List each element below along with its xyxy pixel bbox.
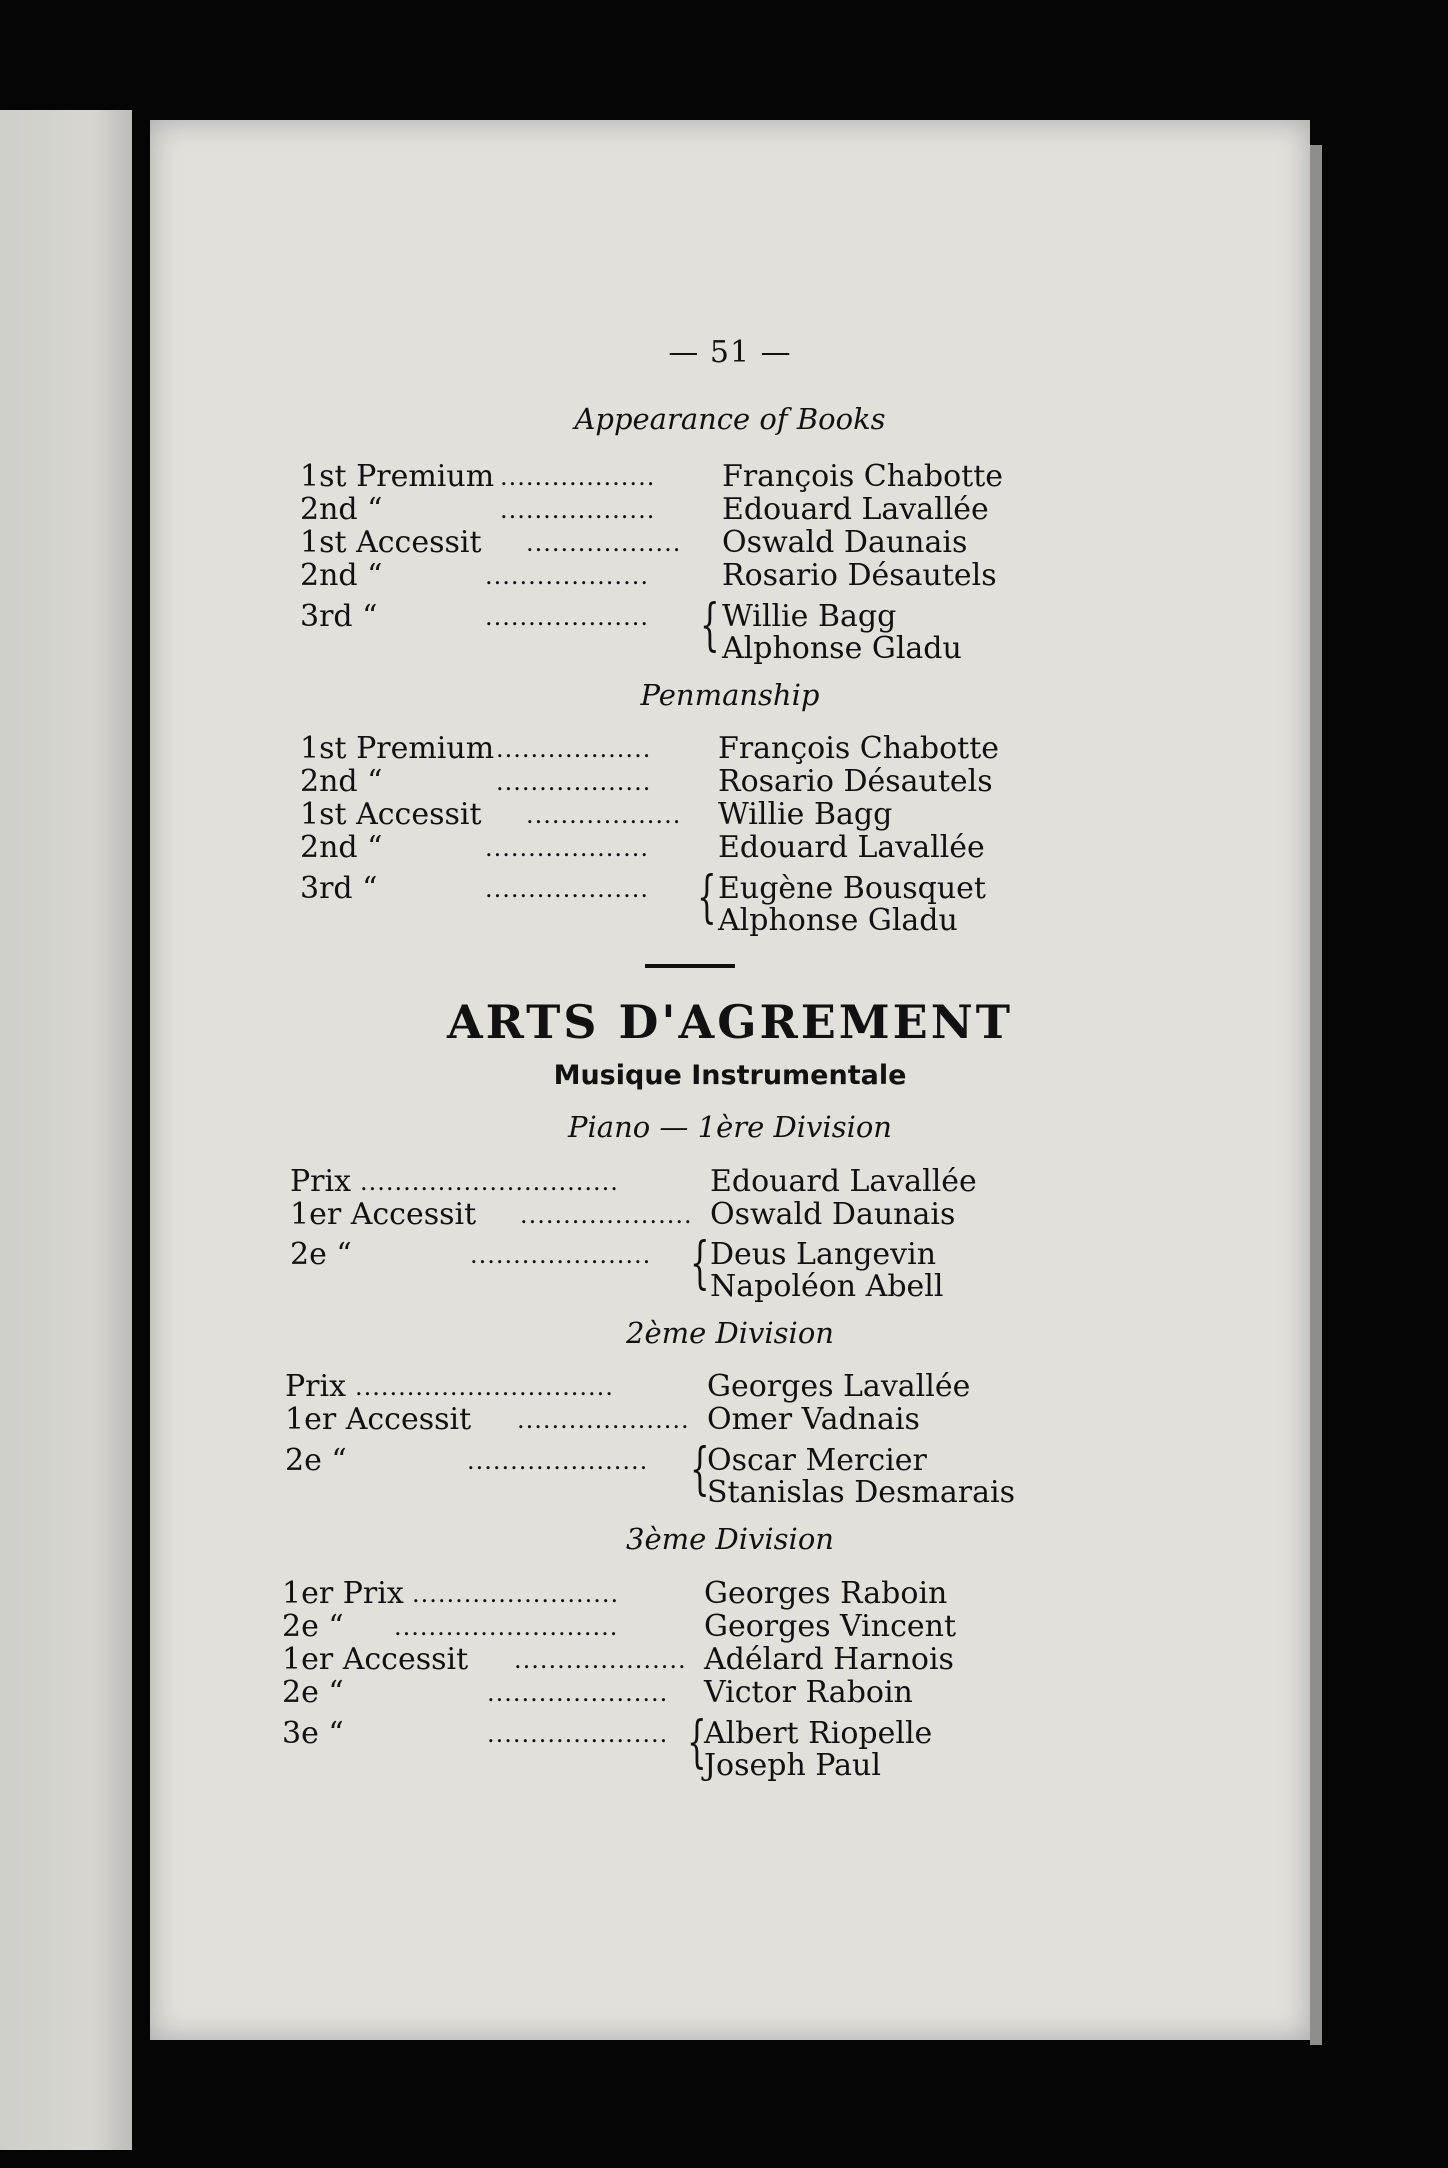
student-name: Georges Vincent xyxy=(704,1609,956,1644)
student-name: Albert Riopelle xyxy=(704,1716,933,1751)
leader-dots: .............................. xyxy=(360,1168,619,1196)
list-item xyxy=(282,1577,1152,1611)
subtitle-musique: Musique Instrumentale xyxy=(553,1060,907,1091)
student-name: Eugène Bousquet xyxy=(718,871,986,906)
list-item xyxy=(300,559,1150,593)
student-name: Willie Bagg xyxy=(718,797,893,832)
list-item xyxy=(282,1676,1152,1710)
rank-label: 1st Premium xyxy=(300,459,495,494)
heading-penmanship: Penmanship xyxy=(640,678,820,712)
left-page-edge xyxy=(0,110,132,2150)
student-name: Rosario Désautels xyxy=(722,558,997,593)
student-name: Omer Vadnais xyxy=(707,1402,920,1437)
rank-label: 3rd “ xyxy=(300,599,378,634)
brace-glyph: { xyxy=(690,1437,710,1502)
list-item xyxy=(290,1270,1150,1304)
rank-label: 1er Prix xyxy=(282,1576,404,1611)
list-item xyxy=(300,904,1150,938)
list-item xyxy=(300,600,1150,634)
rank-label: 1st Accessit xyxy=(300,797,482,832)
leader-dots: .............................. xyxy=(355,1373,614,1401)
student-name: Oswald Daunais xyxy=(710,1197,956,1232)
student-name: Joseph Paul xyxy=(704,1748,881,1783)
leader-dots: ................... xyxy=(485,562,649,590)
leader-dots: .................. xyxy=(500,496,656,524)
student-name: Stanislas Desmarais xyxy=(707,1475,1015,1510)
leader-dots: .................. xyxy=(496,768,652,796)
leader-dots: .......................... xyxy=(394,1613,619,1641)
list-item xyxy=(282,1749,1152,1783)
list-item xyxy=(300,798,1150,832)
student-name: Deus Langevin xyxy=(710,1237,937,1272)
list-item xyxy=(300,632,1150,666)
brace-glyph: { xyxy=(697,865,717,930)
rank-label: 1st Accessit xyxy=(300,525,482,560)
list-item xyxy=(300,526,1150,560)
leader-dots: ................... xyxy=(485,875,649,903)
leader-dots: .................. xyxy=(496,735,652,763)
list-item xyxy=(282,1610,1152,1644)
list-item xyxy=(285,1370,1155,1404)
heading-piano-division-1: Piano — 1ère Division xyxy=(568,1110,892,1144)
student-name: François Chabotte xyxy=(718,731,1000,766)
student-name: Napoléon Abell xyxy=(710,1269,944,1304)
student-name: Alphonse Gladu xyxy=(718,903,958,938)
student-name: Edouard Lavallée xyxy=(718,830,985,865)
list-item xyxy=(282,1643,1152,1677)
student-name: Georges Lavallée xyxy=(707,1369,971,1404)
list-item xyxy=(285,1444,1155,1478)
list-item xyxy=(300,831,1150,865)
rank-label: Prix xyxy=(285,1369,347,1404)
brace-glyph: { xyxy=(687,1710,707,1775)
rank-label: 1er Accessit xyxy=(290,1197,477,1232)
list-item xyxy=(290,1238,1150,1272)
rank-label: 1st Premium xyxy=(300,731,495,766)
rank-label: 3rd “ xyxy=(300,871,378,906)
student-name: Edouard Lavallée xyxy=(710,1164,977,1199)
student-name: Rosario Désautels xyxy=(718,764,993,799)
student-name: Oswald Daunais xyxy=(722,525,968,560)
leader-dots: ........................ xyxy=(412,1580,620,1608)
student-name: Alphonse Gladu xyxy=(722,631,962,666)
rank-label: 2nd “ xyxy=(300,492,383,527)
list-item xyxy=(300,460,1150,494)
leader-dots: ..................... xyxy=(487,1720,669,1748)
leader-dots: .................... xyxy=(520,1201,693,1229)
heading-appearance-of-books: Appearance of Books xyxy=(574,402,886,436)
page-number: — 51 — xyxy=(668,335,792,370)
leader-dots: .................. xyxy=(526,801,682,829)
leader-dots: ..................... xyxy=(467,1447,649,1475)
list-item xyxy=(300,732,1150,766)
leader-dots: ................... xyxy=(485,834,649,862)
rank-label: 2nd “ xyxy=(300,830,383,865)
rank-label: 2nd “ xyxy=(300,764,383,799)
list-item xyxy=(300,765,1150,799)
student-name: Georges Raboin xyxy=(704,1576,948,1611)
brace-glyph: { xyxy=(700,593,720,658)
book-page xyxy=(150,120,1310,2040)
leader-dots: ..................... xyxy=(487,1679,669,1707)
rank-label: 2e “ xyxy=(290,1237,352,1272)
student-name: Oscar Mercier xyxy=(707,1443,927,1478)
rank-label: 2nd “ xyxy=(300,558,383,593)
rank-label: 1er Accessit xyxy=(285,1402,472,1437)
rank-label: 2e “ xyxy=(282,1609,344,1644)
leader-dots: .................. xyxy=(526,529,682,557)
student-name: Victor Raboin xyxy=(704,1675,913,1710)
rank-label: 1er Accessit xyxy=(282,1642,469,1677)
heading-division-3: 3ème Division xyxy=(626,1522,834,1556)
student-name: Edouard Lavallée xyxy=(722,492,989,527)
rank-label: 3e “ xyxy=(282,1716,344,1751)
brace-glyph: { xyxy=(690,1231,710,1296)
student-name: Adélard Harnois xyxy=(704,1642,954,1677)
list-item xyxy=(290,1165,1150,1199)
leader-dots: .................... xyxy=(517,1406,690,1434)
student-name: Willie Bagg xyxy=(722,599,897,634)
section-title-arts: ARTS D'AGREMENT xyxy=(446,995,1014,1049)
list-item xyxy=(290,1198,1150,1232)
rank-label: 2e “ xyxy=(285,1443,347,1478)
leader-dots: .................. xyxy=(500,463,656,491)
list-item xyxy=(300,872,1150,906)
right-page-edge xyxy=(1310,145,1322,2045)
student-name: François Chabotte xyxy=(722,459,1004,494)
leader-dots: .................... xyxy=(514,1646,687,1674)
page-content xyxy=(150,120,1310,2040)
section-divider xyxy=(645,964,735,968)
list-item xyxy=(300,493,1150,527)
rank-label: 2e “ xyxy=(282,1675,344,1710)
heading-division-2: 2ème Division xyxy=(626,1316,834,1350)
list-item xyxy=(285,1403,1155,1437)
rank-label: Prix xyxy=(290,1164,352,1199)
leader-dots: ................... xyxy=(485,603,649,631)
list-item xyxy=(282,1717,1152,1751)
list-item xyxy=(285,1476,1155,1510)
leader-dots: ..................... xyxy=(470,1241,652,1269)
